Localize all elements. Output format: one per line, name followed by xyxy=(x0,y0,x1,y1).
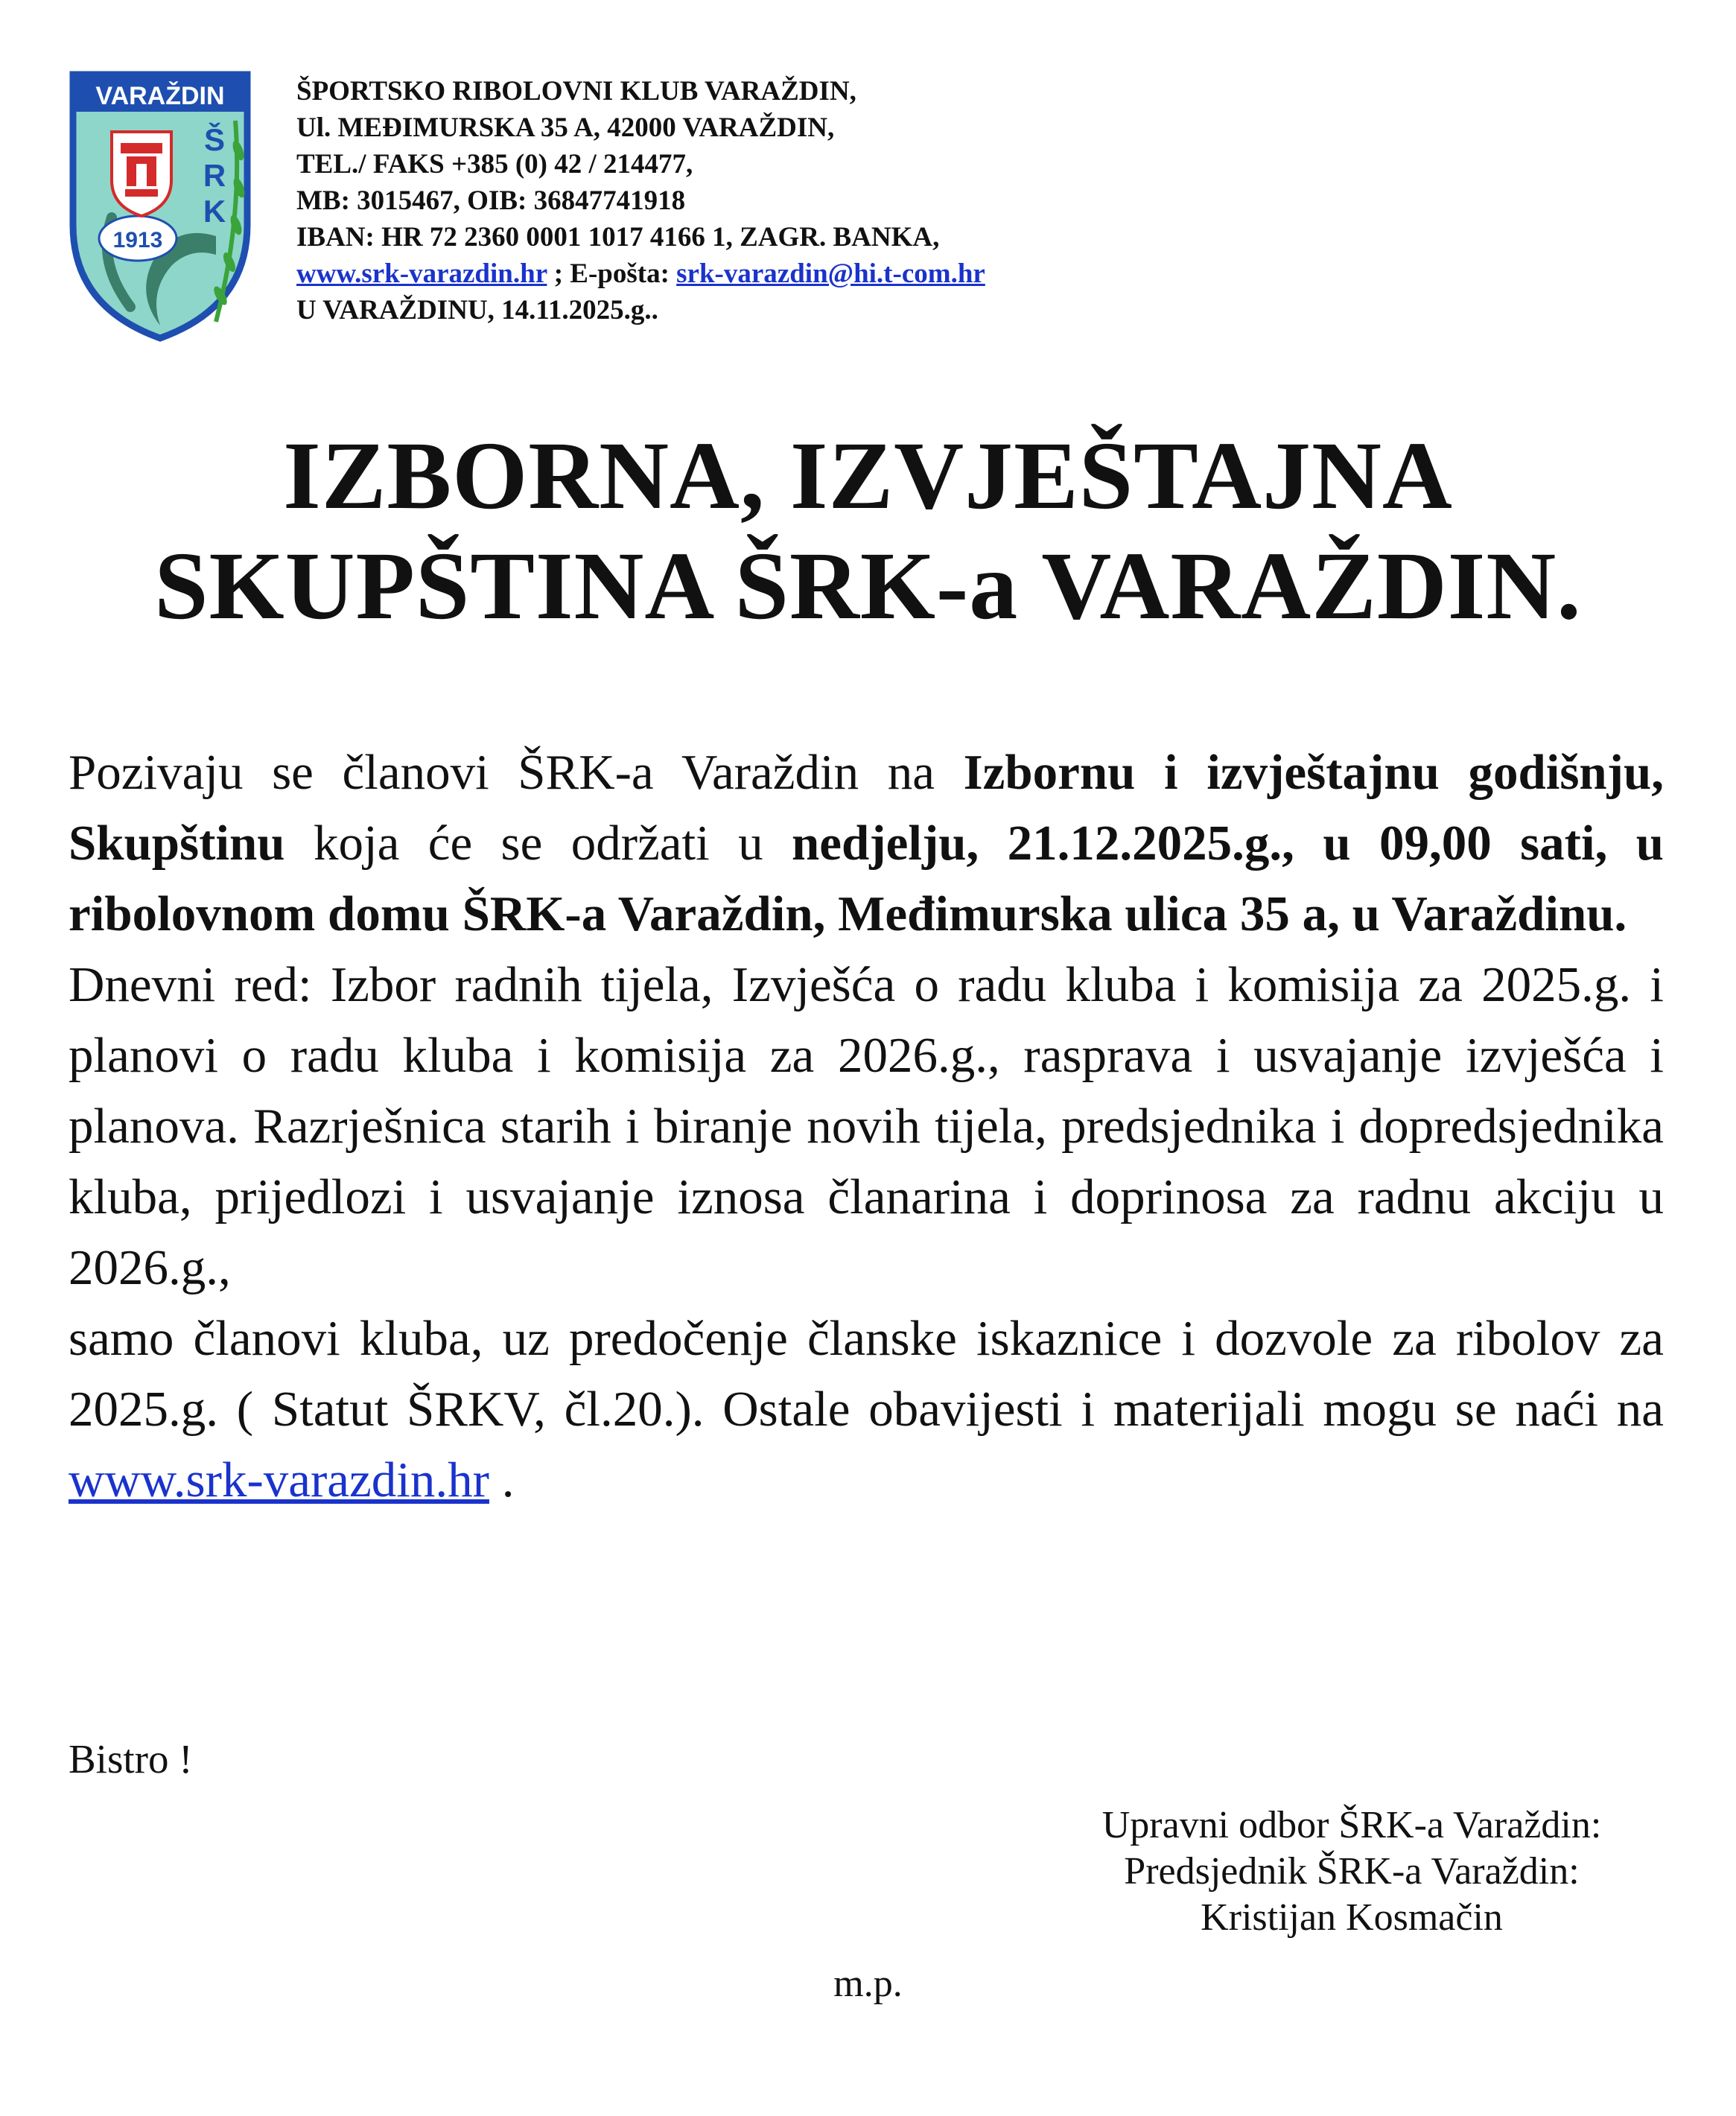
club-ids: MB: 3015467, OIB: 36847741918 xyxy=(296,185,686,216)
invitation-paragraph xyxy=(69,737,1664,950)
club-phone: TEL./ FAKS +385 (0) 42 / 214477, xyxy=(296,149,693,179)
club-iban: IBAN: HR 72 2360 0001 1017 4166 1, ZAGR. BANKA, xyxy=(296,222,940,252)
invite-date-place: nedjelju, 21.12.2025.g., u 09,00 sati, u ribolovnom domu ŠRK-a Varaždin, Međimurska ulica 35 a, u Varaždinu. xyxy=(69,816,1664,941)
club-logo xyxy=(67,69,253,344)
document-body xyxy=(69,737,1664,1516)
body-website-link[interactable]: www.srk-varazdin.hr xyxy=(69,1452,489,1507)
invite-mid: koja će se održati u xyxy=(284,816,792,871)
signature-board: Upravni odbor ŠRK-a Varaždin: xyxy=(1101,1804,1602,1846)
members-end: . xyxy=(489,1452,515,1507)
stamp-placeholder: m.p. xyxy=(833,1963,903,2005)
logo-letter-s: Š xyxy=(203,122,226,157)
signature-president-title: Predsjednik ŠRK-a Varaždin: xyxy=(1124,1850,1580,1893)
logo-town-text: VARAŽDIN xyxy=(95,82,225,110)
club-emblem-icon xyxy=(67,69,253,344)
agenda-paragraph: Dnevni red: Izbor radnih tijela, Izvješća o radu kluba i komisija za 2025.g. i planovi o radu kluba i komisija za 2026.g., rasprava i usvajanje izvješća i planova. Razrješnica starih i biranje novih tijela, predsjednika i dopredsjednika kluba, prijedlozi i usvajanje iznosa članarina i doprinosa za radnu akciju u 2026.g., xyxy=(69,957,1664,1295)
club-address: Ul. MEĐIMURSKA 35 A, 42000 VARAŽDIN, xyxy=(296,112,835,143)
club-name: ŠPORTSKO RIBOLOVNI KLUB VARAŽDIN, xyxy=(296,76,856,107)
document-title xyxy=(0,421,1736,641)
members-paragraph xyxy=(69,1303,1664,1516)
contact-line xyxy=(296,255,985,292)
place-date: U VARAŽDINU, 14.11.2025.g.. xyxy=(296,295,658,325)
title-line-1: IZBORNA, IZVJEŠTAJNA xyxy=(283,422,1453,530)
logo-year-text: 1913 xyxy=(112,228,163,252)
email-label: ; E-pošta: xyxy=(547,258,677,289)
title-line-2: SKUPŠTINA ŠRK-a VARAŽDIN. xyxy=(154,533,1582,640)
invite-assembly: Izbornu i izvještajnu godišnju, Skupštinu xyxy=(69,745,1664,871)
closing-greeting: Bistro ! xyxy=(69,1736,193,1782)
signature-block xyxy=(1043,1802,1661,1941)
members-text: samo članovi kluba, uz predočenje članske iskaznice i dozvole za ribolov za 2025.g. ( Statut ŠRKV, čl.20.). Ostale obavijesti i materijali mogu se naći na xyxy=(69,1311,1664,1437)
logo-letter-r: R xyxy=(203,158,226,193)
logo-letter-k: K xyxy=(203,194,226,229)
letterhead xyxy=(296,73,985,328)
website-link[interactable]: www.srk-varazdin.hr xyxy=(296,258,547,289)
signature-president-name: Kristijan Kosmačin xyxy=(1201,1896,1503,1939)
invite-prefix: Pozivaju se članovi ŠRK-a Varaždin na xyxy=(69,745,964,800)
email-link[interactable]: srk-varazdin@hi.t-com.hr xyxy=(676,258,985,289)
